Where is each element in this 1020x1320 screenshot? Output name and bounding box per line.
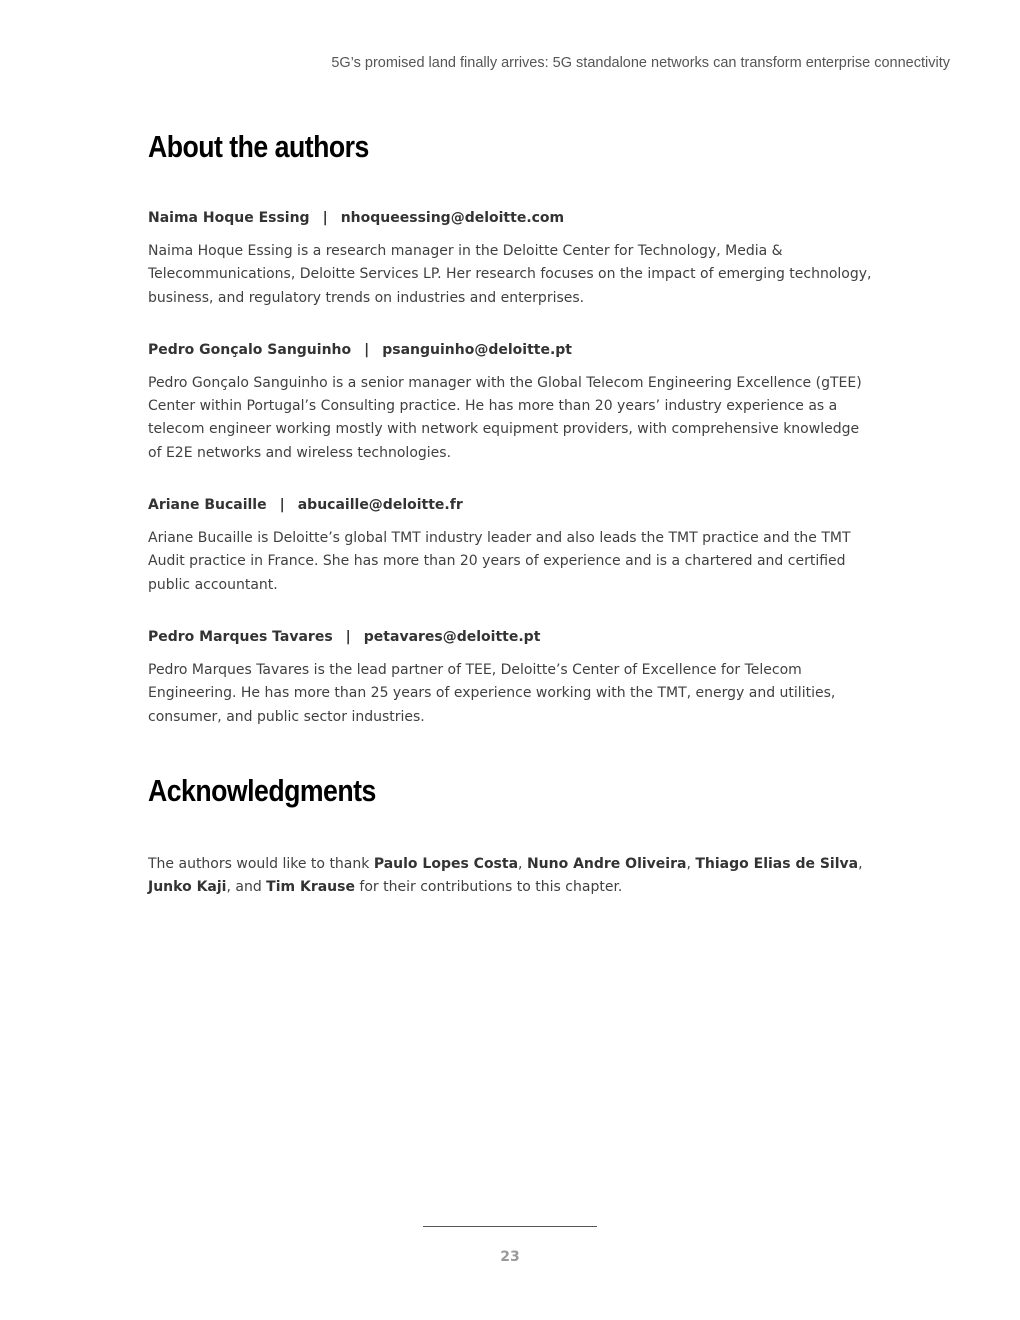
author-name: Ariane Bucaille [148, 497, 267, 514]
author-email[interactable]: petavares@deloitte.pt [363, 628, 541, 645]
separator: | [322, 210, 328, 226]
author-bio: Pedro Gonçalo Sanguinho is a senior manager with the Global Telecom Engineering Excellence (gTEE) Center within Portugal’s Consulting practice. He has more than 20 years’ industry experience as a telecom engineer working mostly with network equipment providers, with comprehensive knowledge of E2E networks and wireless technologies. [148, 374, 862, 461]
ack-name: Junko Kaji [148, 879, 227, 896]
author-entry [148, 209, 873, 310]
author-header [148, 628, 873, 646]
author-email[interactable]: nhoqueessing@deloitte.com [340, 210, 565, 226]
running-header: 5G’s promised land finally arrives: 5G standalone networks can transform enterprise connectivity [331, 55, 950, 71]
author-entry [148, 628, 873, 729]
author-bio: Pedro Marques Tavares is the lead partner of TEE, Deloitte’s Center of Excellence for Telecom Engineering. He has more than 25 years of experience working with the TMT, energy and utilities, consumer, and public sector industries. [148, 661, 836, 725]
page-content [148, 125, 873, 900]
author-header [148, 496, 873, 514]
ack-comma: , [518, 855, 527, 872]
author-header [148, 209, 873, 227]
ack-name: Thiago Elias de Silva [695, 855, 859, 872]
acknowledgments-heading: Acknowledgments [148, 772, 376, 808]
ack-and: , and [226, 879, 267, 896]
author-email[interactable]: abucaille@deloitte.fr [297, 497, 463, 514]
ack-intro: The authors would like to thank [148, 855, 374, 872]
author-entry [148, 496, 873, 597]
ack-comma: , [686, 855, 696, 872]
ack-name: Paulo Lopes Costa [373, 855, 519, 872]
ack-closing: for their contributions to this chapter. [354, 879, 623, 896]
acknowledgments-text [148, 853, 873, 900]
author-bio: Ariane Bucaille is Deloitte’s global TMT industry leader and also leads the TMT practice and the TMT Audit practice in France. She has more than 20 years of experience and is a chartered and certified public accountant. [148, 530, 851, 593]
author-name: Pedro Gonçalo Sanguinho [148, 341, 352, 358]
separator: | [279, 497, 285, 514]
author-name: Pedro Marques Tavares [148, 628, 333, 645]
separator: | [364, 341, 370, 358]
page-number: 23 [500, 1249, 520, 1265]
author-name: Naima Hoque Essing [148, 210, 310, 226]
author-entry [148, 341, 873, 465]
author-bio: Naima Hoque Essing is a research manager in the Deloitte Center for Technology, Media & Telecommunications, Deloitte Services LP. Her research focuses on the impact of emerging technology, business, and regulatory trends on industries and enterprises. [148, 243, 872, 306]
footer-divider [423, 1226, 597, 1227]
ack-name: Nuno Andre Oliveira [526, 855, 687, 872]
ack-comma: , [858, 855, 863, 872]
author-email[interactable]: psanguinho@deloitte.pt [382, 341, 573, 358]
author-header [148, 341, 873, 359]
separator: | [345, 628, 351, 645]
about-authors-heading: About the authors [148, 129, 369, 164]
ack-name: Tim Krause [266, 879, 355, 896]
